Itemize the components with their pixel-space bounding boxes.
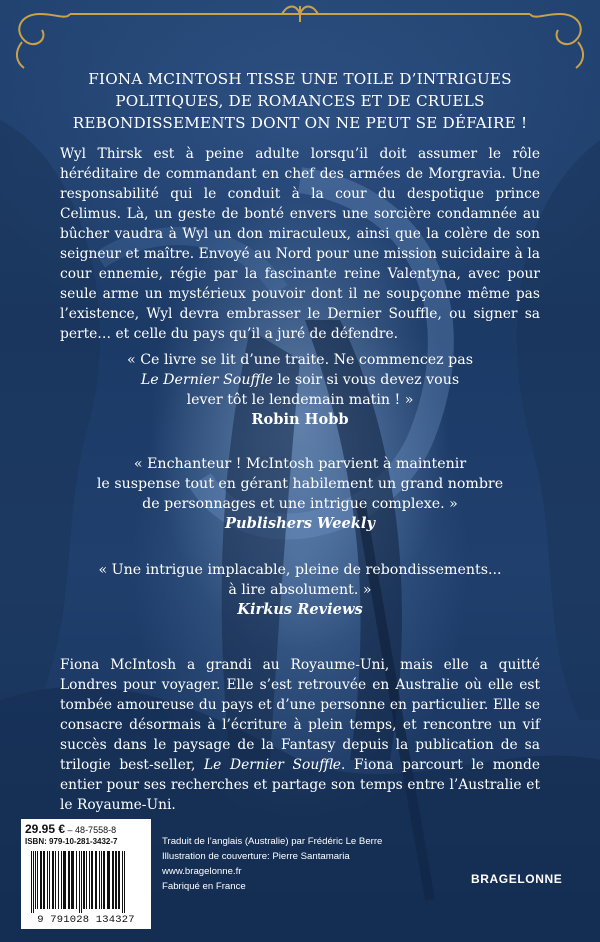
quote-text: le soir si vous devez vous — [272, 372, 460, 388]
product-code: – 48-7558-8 — [65, 825, 117, 835]
quote-source: Kirkus Reviews — [237, 601, 363, 618]
quote-line: de personnages et une intrigue complexe. » — [142, 496, 458, 512]
tagline-line-1: FIONA MCINTOSH TISSE UNE TOILE D’INTRIGUES — [88, 70, 512, 88]
quote-line: lever tôt le lendemain matin ! » — [186, 392, 414, 408]
illustration-credit: Illustration de couverture: Pierre Santamaria — [162, 851, 350, 862]
tagline — [52, 68, 548, 134]
publisher-website: www.bragelonne.fr — [162, 866, 242, 877]
quote-line: « Enchanteur ! McIntosh parvient à maintenir — [133, 456, 467, 472]
ornamental-frame — [0, 0, 600, 70]
review-quote-kirkus-reviews — [70, 560, 530, 620]
quote-line — [70, 370, 530, 390]
publisher-logo: BRAGELONNE — [471, 872, 563, 886]
quote-line: « Une intrigue implacable, pleine de rebondissements... — [98, 562, 502, 578]
tagline-line-2: POLITIQUES, DE ROMANCES ET DE CRUELS — [115, 92, 485, 110]
quote-line: à lire absolument. » — [228, 582, 372, 598]
price-row — [25, 822, 116, 836]
isbn: ISBN: 979-10-281-3432-7 — [25, 837, 118, 846]
quote-source: Robin Hobb — [251, 411, 349, 428]
barcode-icon — [29, 851, 145, 913]
book-title: Le Dernier Souffle — [204, 757, 341, 773]
bio-text: Fiona McIntosh a grandi au Royaume-Uni, mais elle a quitté Londres pour voyager. Elle s’est retrouvée en Australie où elle est tombée amoureuse du pays et d’une personne en particulier. Elle se consacre désormais à l’écriture à plein temps, et rencontre un vif succès dans le paysage de la Fantasy depuis la publication de sa trilogie best-seller, — [60, 657, 540, 773]
quote-line: « Ce livre se lit d’une traite. Ne commencez pas — [127, 352, 473, 368]
translation-credit: Traduit de l’anglais (Australie) par Frédéric Le Berre — [162, 836, 383, 847]
made-in: Fabriqué en France — [162, 881, 246, 892]
author-bio — [60, 655, 540, 815]
book-title: Le Dernier Souffle — [140, 372, 273, 388]
credits — [162, 834, 382, 894]
price: 29.95 € — [25, 822, 66, 836]
tagline-line-3: REBONDISSEMENTS DONT ON NE PEUT SE DÉFAIRE ! — [72, 114, 528, 132]
synopsis-paragraph: Wyl Thirsk est à peine adulte lorsqu’il doit assumer le rôle héréditaire de commandant en chef des armées de Morgravia. Une responsabilité qui le conduit à la cour du despotique prince Celimus. Là, un geste de bonté envers une sorcière condamnée au bûcher vaudra à Wyl un don miraculeux, ainsi que la colère de son seigneur et maître. Envoyé au Nord pour une mission suicidaire à la cour ennemie, régie par la fascinante reine Valentyna, avec pour seule arme un mystérieux pouvoir dont il ne soupçonne même pas l’existence, Wyl devra embrasser le Dernier Souffle, ou signer sa perte… et celle du pays qu’il a juré de défendre. — [60, 146, 540, 342]
quote-source: Publishers Weekly — [225, 515, 375, 532]
bio-text: . Fiona parcourt le monde entier pour ses recherches et partage son temps entre l’Australie et le Royaume-Uni. — [60, 757, 541, 813]
barcode-digits: 9 791028 134327 — [37, 914, 135, 926]
review-quote-robin-hobb — [70, 350, 530, 430]
barcode-label — [21, 819, 151, 929]
review-quote-publishers-weekly — [70, 454, 530, 534]
quote-line: le suspense tout en gérant habilement un grand nombre — [96, 476, 504, 492]
